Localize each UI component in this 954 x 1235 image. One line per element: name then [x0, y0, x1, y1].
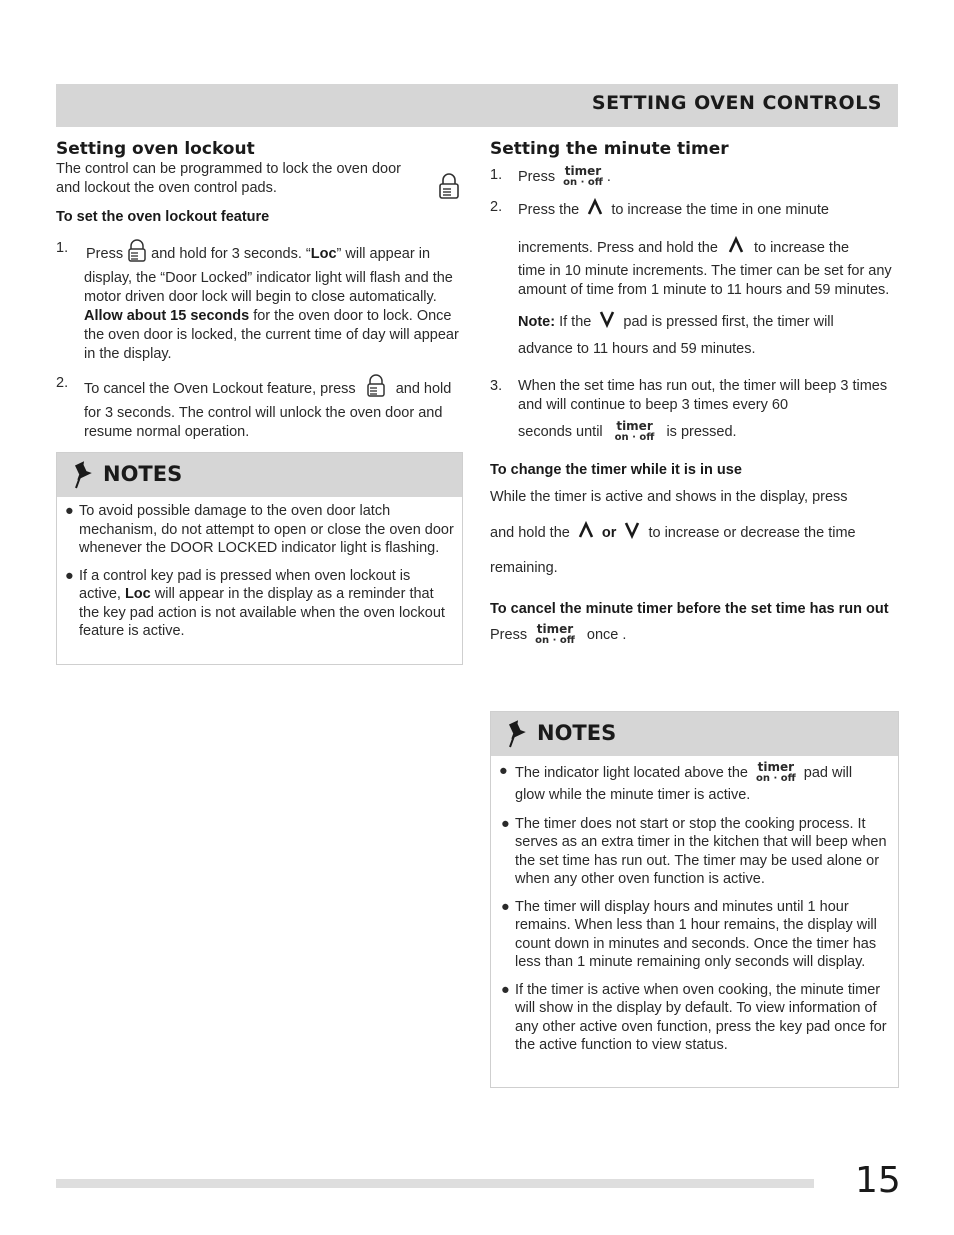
note-item	[495, 898, 892, 972]
step-text: to increase the time in one minute	[611, 201, 829, 218]
text: to increase or decrease the time	[648, 524, 856, 541]
lock-icon	[438, 172, 460, 206]
step-text: is pressed.	[666, 423, 737, 440]
oven-lockout-section	[56, 138, 462, 442]
timer-on-off-icon: timer on · off	[563, 164, 603, 188]
lockout-step-1	[56, 239, 462, 364]
change-timer-heading: To change the timer while it is in use	[490, 462, 742, 478]
bullet: ●	[501, 898, 510, 915]
cancel-timer-heading: To cancel the minute timer before the set time has run out	[490, 601, 889, 617]
timer-note	[518, 310, 898, 359]
note-text: The indicator light located above the	[515, 764, 748, 781]
up-arrow-icon	[587, 198, 603, 222]
step-text: .	[606, 168, 611, 185]
up-arrow-icon	[728, 236, 744, 260]
note-item	[495, 981, 892, 1055]
step-continued	[518, 421, 898, 443]
step-continued	[518, 236, 898, 260]
page-number: 15	[855, 1160, 901, 1201]
change-timer-text-3: remaining.	[490, 560, 558, 576]
timer-step-1	[490, 166, 898, 188]
note-text: glow while the minute timer is active.	[515, 787, 751, 803]
footer-bar	[56, 1179, 814, 1188]
step-text: for the oven door to lock. Once the oven door is locked, the current time of day will appear in the display.	[84, 308, 459, 362]
step-bold-text: Allow about 15 seconds	[84, 308, 250, 324]
bullet: ●	[65, 567, 74, 584]
timer-step-2	[490, 198, 898, 359]
change-timer-text-2	[490, 521, 898, 545]
timer-on-off-icon: timer on · off	[614, 419, 655, 443]
step-text: and hold for 3 seconds. “	[151, 245, 311, 262]
step-number: 2.	[56, 375, 69, 391]
note-item	[59, 567, 456, 641]
note-text: The timer will display hours and minutes until 1 hour remains. When less than 1 hour remains, the display will count down in minutes and seconds. Once the timer has less than 1 minute remaining only seconds will display.	[515, 898, 877, 970]
step-text-press: Press	[86, 245, 124, 262]
lockout-subheading: To set the oven lockout feature	[56, 209, 270, 225]
timer-step-3	[490, 377, 898, 443]
notes-title: NOTES	[103, 462, 183, 486]
lockout-intro: The control can be programmed to lock the oven door and lockout the oven control pads.	[56, 161, 401, 196]
loc-label: Loc	[124, 586, 151, 602]
notes-title: NOTES	[537, 721, 617, 745]
step-text: To cancel the Oven Lockout feature, press	[84, 380, 356, 397]
note-text: The timer does not start or stop the cooking process. It serves as an extra timer in the kitchen that will beep when the set time has run out. The timer may be used alone or when any other oven function is active.	[515, 815, 887, 887]
step-number: 2.	[490, 199, 503, 215]
bullet: ●	[501, 981, 510, 998]
step-text: When the set time has run out, the timer will beep 3 times and will continue to beep 3 times every 60	[518, 378, 888, 413]
lockout-intro-wrap	[56, 160, 462, 198]
step-text: ” will appear in display, the “Door Locked” indicator light will flash and the motor driven door lock will begin to close automatically.	[84, 245, 453, 305]
lockout-heading: Setting oven lockout	[56, 139, 255, 159]
note-text: If the timer is active when oven cooking, the minute timer will show in the display by default. To view information of any other active oven function, press the key pad once for the active function to view status.	[515, 981, 887, 1053]
step-text: increments. Press and hold the	[518, 239, 718, 256]
text: and hold the	[490, 524, 570, 541]
lock-icon	[366, 374, 386, 404]
step-text: time in 10 minute increments. The timer can be set for any amount of time from 1 minute to 11 hours and 59 minutes.	[518, 263, 892, 298]
text: Press	[490, 626, 528, 643]
cancel-timer-text	[490, 624, 898, 646]
lockout-step-2	[56, 374, 462, 442]
step-number: 3.	[490, 378, 503, 394]
change-timer-text: While the timer is active and shows in the display, press	[490, 489, 848, 505]
note-item	[495, 762, 892, 805]
pushpin-icon	[71, 461, 93, 494]
or-label: or	[601, 524, 617, 541]
notes-list	[491, 756, 898, 1055]
notes-box-lockout	[56, 452, 463, 665]
step-number: 1.	[490, 167, 503, 183]
down-arrow-icon	[624, 521, 640, 545]
minute-timer-section	[490, 138, 898, 646]
step-text: Press	[518, 168, 556, 185]
note-item	[59, 502, 456, 558]
notes-list	[57, 497, 462, 641]
section-title: SETTING OVEN CONTROLS	[591, 92, 882, 114]
note-text: If the	[559, 313, 592, 330]
text: once .	[586, 626, 627, 643]
notes-header	[57, 453, 462, 497]
step-text: to increase the	[753, 239, 850, 256]
down-arrow-icon	[599, 310, 615, 334]
note-item	[495, 815, 892, 889]
bullet: ●	[65, 503, 74, 519]
note-text: To avoid possible damage to the oven door latch mechanism, do not attempt to open or close the oven door whenever the DOOR LOCKED indicator light is flashing.	[79, 503, 454, 556]
notes-header	[491, 712, 898, 756]
note-text: pad is pressed first, the timer will	[623, 313, 834, 330]
note-text: advance to 11 hours and 59 minutes.	[518, 341, 756, 357]
timer-heading: Setting the minute timer	[490, 139, 729, 159]
note-text: If a control key pad is pressed when oven lockout is active,	[79, 567, 411, 602]
step-text: and hold for 3 seconds. The control will unlock the oven door and resume normal operation.	[84, 380, 452, 440]
note-label: Note:	[518, 313, 556, 330]
pushpin-icon	[505, 720, 527, 753]
loc-label: Loc	[310, 245, 337, 262]
notes-box-timer	[490, 711, 899, 1088]
bullet: ●	[501, 815, 510, 832]
step-text: Press the	[518, 201, 580, 218]
note-text: pad will	[803, 764, 853, 781]
up-arrow-icon	[578, 521, 594, 545]
timer-on-off-icon: timer on · off	[756, 760, 796, 784]
note-text: will appear in the display as a reminder that the key pad action is not available when the oven lockout feature is active.	[79, 586, 445, 639]
section-header-bar	[56, 84, 898, 127]
step-number: 1.	[56, 240, 69, 256]
step-text: seconds until	[518, 423, 603, 440]
bullet: ●	[499, 763, 508, 779]
timer-on-off-icon: timer on · off	[535, 622, 575, 646]
lock-icon	[127, 239, 147, 269]
